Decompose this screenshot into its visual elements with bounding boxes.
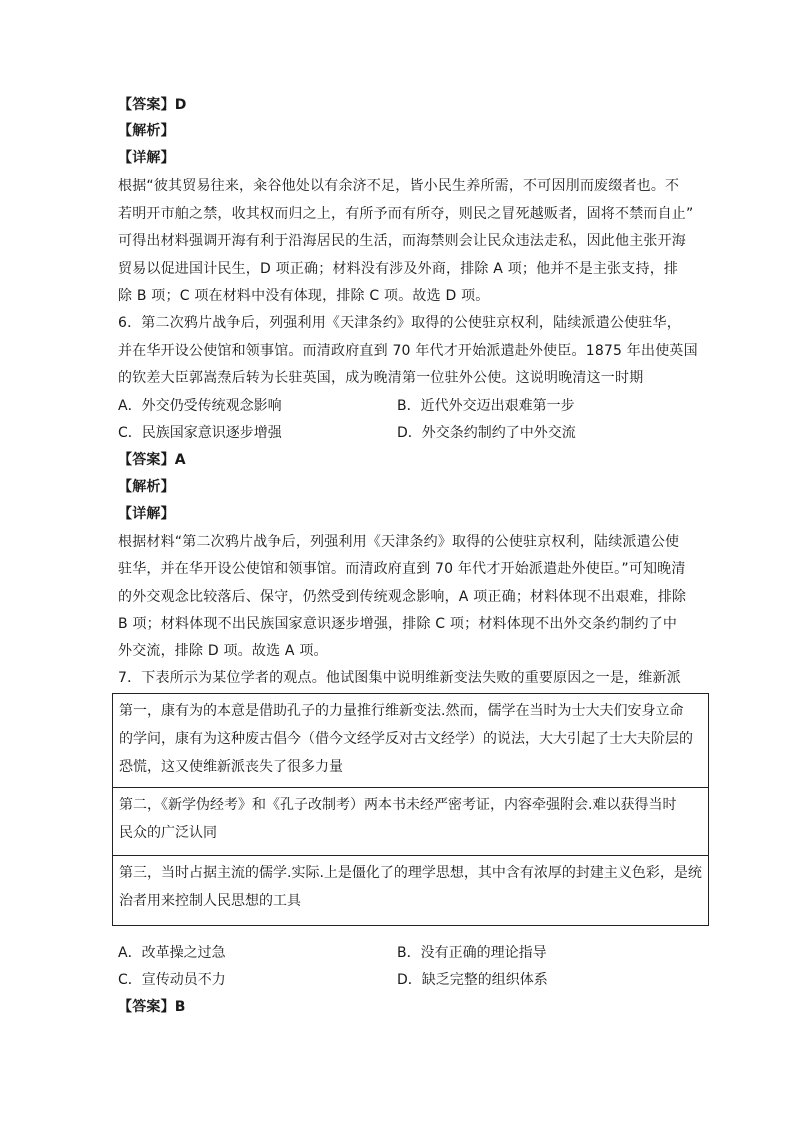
q6-stem-line: 的钦差大臣郭嵩焘后转为长驻英国，成为晚清第一位驻外公使。这说明晚清这一时期 xyxy=(118,370,644,386)
q6-explanation-line: 外交流，排除 D 项。故选 A 项。 xyxy=(118,643,328,659)
q6-stem-line: 并在华开设公使馆和领事馆。而清政府直到 70 年代才开始派遣赴外使臣。1875 年出使英国 xyxy=(118,343,698,359)
cell-line: 恐慌，这又使维新派丧失了很多力量 xyxy=(119,759,343,775)
q7-option-d: D．缺乏完整的组织体系 xyxy=(397,972,548,988)
q7-option-a: A．改革操之过急 xyxy=(118,945,226,961)
q7-stem: 7．下表所示为某位学者的观点。他试图集中说明维新变法失败的重要原因之一是，维新派 xyxy=(118,670,681,686)
q5-explanation-line: 除 B 项；C 项在材料中没有体现，排除 C 项。故选 D 项。 xyxy=(118,288,490,304)
q5-detail-label: 【详解】 xyxy=(118,150,175,166)
q5-explanation-line: 根据“彼其贸易往来，籴谷他处以有余济不足，皆小民生养所需，不可因刖而废缀者也。不 xyxy=(118,178,680,194)
q6-detail-label: 【详解】 xyxy=(118,506,175,522)
table-cell xyxy=(113,788,709,856)
q6-explanation-line: 的外交观念比较落后、保守，仍然受到传统观念影响，A 项正确；材料体现不出艰难，排除 xyxy=(118,589,687,605)
q6-option-a: A．外交仍受传统观念影响 xyxy=(118,398,282,414)
q7-option-b: B．没有正确的理论指导 xyxy=(397,945,547,961)
q5-answer-label: 【答案】D xyxy=(118,97,187,113)
q6-answer-label: 【答案】A xyxy=(118,452,186,468)
q6-option-c: C．民族国家意识逐步增强 xyxy=(118,425,282,441)
cell-line: 民众的广泛认同 xyxy=(119,825,217,841)
table-cell xyxy=(113,856,709,926)
table-row xyxy=(113,856,709,926)
q6-analysis-label: 【解析】 xyxy=(118,479,175,495)
q6-option-d: D．外交条约制约了中外交流 xyxy=(397,425,576,441)
q6-explanation-line: 根据材料“第二次鸦片战争后，列强利用《天津条约》取得的公使驻京权利，陆续派遣公使 xyxy=(118,534,680,550)
q5-explanation-line: 贸易以促进国计民生，D 项正确；材料没有涉及外商，排除 A 项；他并不是主张支持，排 xyxy=(118,261,679,277)
q5-explanation-line: 可得出材料强调开海有利于沿海居民的生活，而海禁则会让民众违法走私，因此他主张开海 xyxy=(118,233,686,249)
cell-line: 第二，《新学伪经考》和《孔子改制考）两本书未经严密考证，内容牵强附会.难以获得当时 xyxy=(119,797,677,813)
q7-answer-label: 【答案】B xyxy=(118,999,186,1015)
q5-explanation-line: 若明开市舶之禁，收其权而归之上，有所予而有所夺，则民之冒死越贩者，固将不禁而自止” xyxy=(118,206,694,222)
cell-line: 第三，当时占据主流的儒学.实际.上是僵化了的理学思想，其中含有浓厚的封建主义色彩，是统 xyxy=(119,865,702,881)
q7-viewpoint-table xyxy=(112,693,709,926)
cell-line: 治者用来控制人民思想的工具 xyxy=(119,893,301,909)
cell-line: 的学问，康有为这种废古倡今（借今文经学反对古文经学）的说法，大大引起了士大夫阶层的 xyxy=(119,731,693,747)
table-row xyxy=(113,788,709,856)
q6-explanation-line: 驻华，并在华开设公使馆和领事馆。而清政府直到 70 年代才开始派遣赴外使臣。”可知晚清 xyxy=(118,561,686,577)
table-cell xyxy=(113,694,709,788)
q6-explanation-line: B 项；材料体现不出民族国家意识逐步增强，排除 C 项；材料体现不出外交条约制约了中 xyxy=(118,616,678,632)
table-row xyxy=(113,694,709,788)
q6-stem-line: 6．第二次鸦片战争后，列强利用《天津条约》取得的公使驻京权利，陆续派遣公使驻华， xyxy=(118,315,681,331)
q7-option-c: C．宣传动员不力 xyxy=(118,972,226,988)
cell-line: 第一，康有为的本意是借助孔子的力量推行维新变法.然而，儒学在当时为士大夫们安身立命 xyxy=(119,703,684,719)
q5-analysis-label: 【解析】 xyxy=(118,123,175,139)
q6-option-b: B．近代外交迈出艰难第一步 xyxy=(397,398,575,414)
